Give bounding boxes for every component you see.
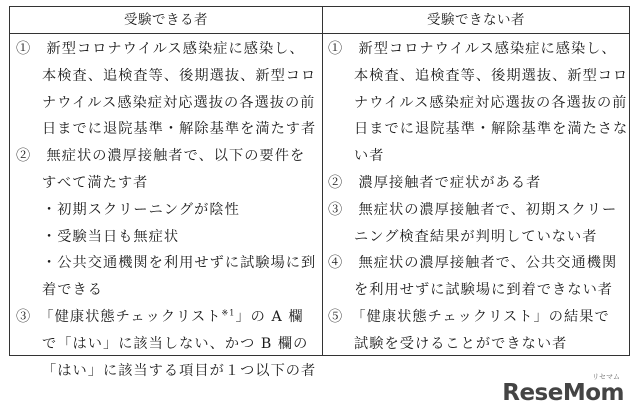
ineligible-line: ④ 無症状の濃厚接触者で、公共交通機関 — [328, 255, 618, 272]
column-divider — [322, 7, 323, 355]
ineligible-line: 試験を受けることができない者 — [354, 335, 568, 352]
eligible-line: ① 新型コロナウイルス感染症に感染し、 — [16, 41, 305, 57]
eligible-line: ナウイルス感染症対応選抜の各選抜の前 — [42, 94, 316, 111]
ineligible-line: 日までに退院基準・解除基準を満たさな — [354, 121, 629, 138]
eligible-line: で「はい」に該当しない、かつ B 欄の — [42, 335, 309, 352]
eligible-line: 「はい」に該当する項目が１つ以下の者 — [42, 362, 317, 379]
eligible-column — [16, 36, 318, 384]
header-ineligible: 受験できない者 — [427, 12, 525, 28]
ineligible-line: ニング検査結果が判明していない者 — [354, 228, 598, 245]
ineligible-line: ③ 無症状の濃厚接触者で、初期スクリー — [328, 201, 618, 218]
logo-brand: ReseMom — [502, 380, 624, 406]
ineligible-line: を利用せずに試験場に到着できない者 — [354, 282, 614, 299]
eligible-line: ・受験当日も無症状 — [42, 228, 180, 245]
resemom-logo — [502, 373, 624, 406]
ineligible-line: ナウイルス感染症対応選抜の各選抜の前 — [354, 94, 628, 111]
eligible-line: 日までに退院基準・解除基準を満たす者 — [42, 121, 317, 138]
header-divider — [10, 33, 629, 34]
ineligible-line: ② 濃厚接触者で症状がある者 — [328, 174, 542, 191]
ineligible-line: ⑤ 「健康状態チェックリスト」の結果で — [328, 308, 610, 325]
ineligible-line: 本検査、追検査等、後期選抜、新型コロ — [354, 67, 629, 84]
logo-subtext: リセマム — [592, 373, 620, 381]
eligible-line: 着できる — [42, 282, 103, 299]
eligible-line: ③ 「健康状態チェックリスト$^{※1}$」の A 欄 — [16, 308, 304, 325]
eligible-line: 本検査、追検査等、後期選抜、新型コロ — [42, 67, 317, 84]
ineligible-column — [328, 36, 629, 358]
eligible-line: ・初期スクリーニングが陰性 — [42, 201, 240, 218]
eligible-line: ② 無症状の濃厚接触者で、以下の要件を — [16, 148, 306, 165]
ineligible-line: ① 新型コロナウイルス感染症に感染し、 — [328, 41, 617, 57]
eligible-line: ・公共交通機関を利用せずに試験場に到 — [42, 255, 317, 272]
eligible-line: すべて満たす者 — [42, 174, 149, 191]
header-eligible: 受験できる者 — [124, 12, 208, 28]
ineligible-line: い者 — [354, 148, 385, 165]
